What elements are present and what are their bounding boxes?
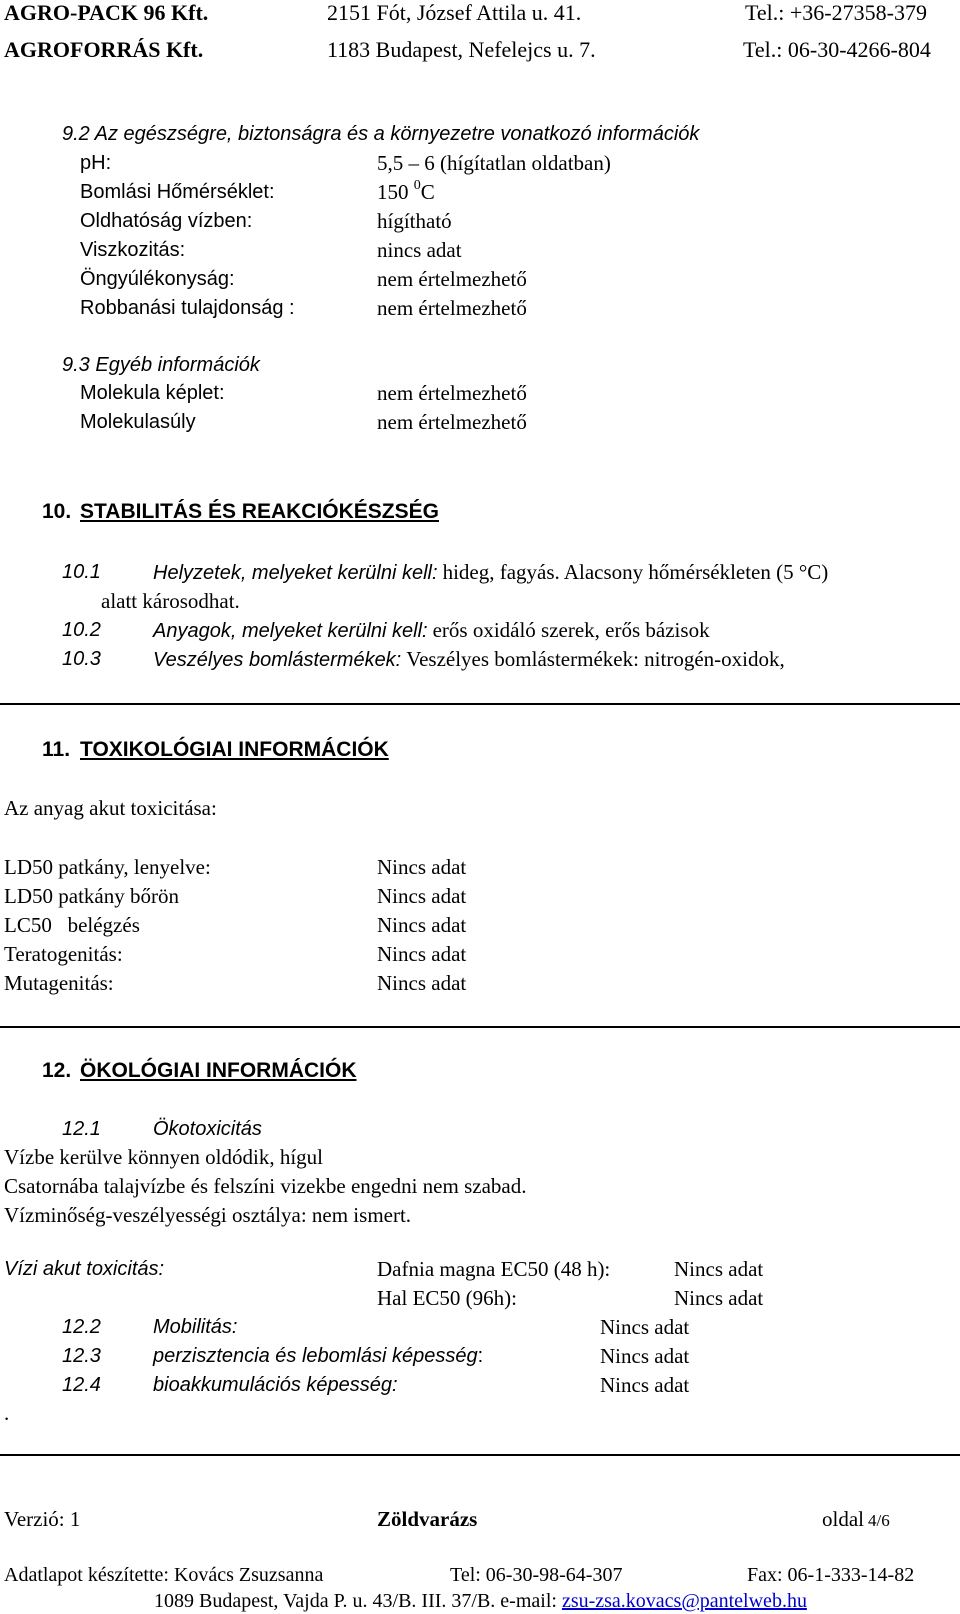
- item-12-4-value: Nincs adat: [600, 1373, 690, 1397]
- explosive-value: nem értelmezhető: [377, 296, 527, 320]
- eco-line: Vízbe kerülve könnyen oldódik, hígul: [4, 1145, 324, 1169]
- item-12-4-label: bioakkumulációs képesség:: [153, 1374, 398, 1396]
- item-10-2-num: 10.2: [62, 619, 101, 641]
- tox-row-label: LC50 belégzés: [4, 913, 140, 937]
- stray-dot: .: [4, 1401, 10, 1425]
- section-10-num: 10.: [42, 500, 72, 523]
- company1-address: 2151 Fót, József Attila u. 41.: [327, 0, 582, 25]
- viscosity-value: nincs adat: [377, 238, 462, 262]
- item-12-1-title: Ökotoxicitás: [153, 1118, 262, 1140]
- item-10-1-cont: alatt károsodhat.: [101, 589, 240, 613]
- fish-value: Nincs adat: [674, 1286, 764, 1310]
- flammability-label: Öngyúlékonyság:: [80, 268, 235, 290]
- tox-row-value: Nincs adat: [377, 942, 467, 966]
- item-10-3-num: 10.3: [62, 648, 101, 670]
- flammability-value: nem értelmezhető: [377, 267, 527, 291]
- section-9-3-title: [62, 354, 260, 377]
- item-12-3-value: Nincs adat: [600, 1344, 690, 1368]
- acute-toxicity-intro: Az anyag akut toxicitása:: [4, 796, 217, 820]
- prepared-by: Adatlapot készítette: Kovács Zsuzsanna: [4, 1564, 324, 1586]
- item-10-3: Veszélyes bomlástermékek: Veszélyes bomlástermékek: nitrogén-oxidok,: [153, 647, 785, 671]
- molecular-formula-label: Molekula képlet:: [80, 382, 225, 404]
- company2-address: 1183 Budapest, Nefelejcs u. 7.: [327, 37, 596, 62]
- product-name: Zöldvarázs: [377, 1507, 478, 1531]
- tox-row-label: Mutagenitás:: [4, 971, 114, 995]
- section-9-2-num: 9.2: [62, 123, 90, 145]
- daphnia-label: Dafnia magna EC50 (48 h):: [377, 1257, 611, 1281]
- section-11-num: 11.: [42, 738, 71, 761]
- divider: [0, 1026, 960, 1028]
- item-12-1-num: 12.1: [62, 1118, 101, 1140]
- molecular-weight-value: nem értelmezhető: [377, 410, 527, 434]
- divider: [0, 703, 960, 705]
- ph-value: 5,5 – 6 (hígítatlan oldatban): [377, 151, 611, 175]
- tox-row-value: Nincs adat: [377, 884, 467, 908]
- item-10-2: Anyagok, melyeket kerülni kell: erős oxidáló szerek, erős bázisok: [153, 618, 710, 642]
- email-link[interactable]: zsu-zsa.kovacs@pantelweb.hu: [561, 1590, 807, 1612]
- molecular-weight-label: Molekulasúly: [80, 411, 196, 433]
- tox-row-value: Nincs adat: [377, 855, 467, 879]
- section-9-3-title-text: Egyéb információk: [95, 354, 260, 376]
- tox-row-label: LD50 patkány, lenyelve:: [4, 855, 211, 879]
- tox-row-label: LD50 patkány bőrön: [4, 884, 179, 908]
- section-9-2-title-text: Az egészségre, biztonságra és a környezetre vonatkozó információk: [94, 123, 700, 145]
- item-12-2-value: Nincs adat: [600, 1315, 690, 1339]
- item-12-2-num: 12.2: [62, 1316, 101, 1338]
- viscosity-label: Viszkozitás:: [80, 239, 186, 261]
- decomposition-temp-label: Bomlási Hőmérséklet:: [80, 181, 275, 203]
- company2-name: AGROFORRÁS Kft.: [4, 37, 204, 62]
- item-12-3-num: 12.3: [62, 1345, 101, 1367]
- aquatic-toxicity-label: Vízi akut toxicitás:: [4, 1258, 165, 1280]
- section-11-title: TOXIKOLÓGIAI INFORMÁCIÓK: [80, 738, 389, 761]
- section-12-num: 12.: [42, 1059, 72, 1082]
- fish-label: Hal EC50 (96h):: [377, 1286, 517, 1310]
- item-10-1: Helyzetek, melyeket kerülni kell: hideg, fagyás. Alacsony hőmérsékleten (5 °C): [153, 560, 829, 584]
- company1-name: AGRO-PACK 96 Kft.: [4, 0, 209, 25]
- tox-row-label: Teratogenitás:: [4, 942, 123, 966]
- company1-phone: Tel.: +36-27358-379: [745, 0, 927, 25]
- footer-fax: Fax: 06-1-333-14-82: [747, 1564, 915, 1586]
- explosive-label: Robbanási tulajdonság :: [80, 297, 295, 319]
- page-number: oldal 4/6: [822, 1507, 890, 1531]
- tox-row-value: Nincs adat: [377, 913, 467, 937]
- section-9-3-num: 9.3: [62, 354, 90, 376]
- version: Verzió: 1: [4, 1507, 81, 1531]
- tox-row-value: Nincs adat: [377, 971, 467, 995]
- solubility-value: hígítható: [377, 209, 452, 233]
- item-12-4-num: 12.4: [62, 1374, 101, 1396]
- divider: [0, 1454, 960, 1456]
- eco-line: Vízminőség-veszélyességi osztálya: nem ismert.: [4, 1203, 412, 1227]
- ph-label: pH:: [80, 152, 112, 174]
- footer-tel: Tel: 06-30-98-64-307: [450, 1564, 623, 1586]
- eco-line: Csatornába talajvízbe és felszíni vizekbe engedni nem szabad.: [4, 1174, 527, 1198]
- section-9-2-title: [62, 123, 699, 146]
- decomposition-temp-value: 150 $^0$C: [377, 178, 435, 204]
- molecular-formula-value: nem értelmezhető: [377, 381, 527, 405]
- solubility-label: Oldhatóság vízben:: [80, 210, 253, 232]
- item-12-2-label: Mobilitás:: [153, 1316, 238, 1338]
- daphnia-value: Nincs adat: [674, 1257, 764, 1281]
- section-10-title: STABILITÁS ÉS REAKCIÓKÉSZSÉG: [80, 500, 439, 523]
- footer-address: 1089 Budapest, Vajda P. u. 43/B. III. 37/B. e-mail: zsu-zsa.kovacs@pantelweb.hu: [154, 1590, 807, 1612]
- item-12-3-label: perzisztencia és lebomlási képesség:: [153, 1345, 484, 1367]
- item-10-1-num: 10.1: [62, 561, 101, 583]
- company2-phone: Tel.: 06-30-4266-804: [743, 37, 931, 62]
- section-12-title: ÖKOLÓGIAI INFORMÁCIÓK: [80, 1059, 357, 1082]
